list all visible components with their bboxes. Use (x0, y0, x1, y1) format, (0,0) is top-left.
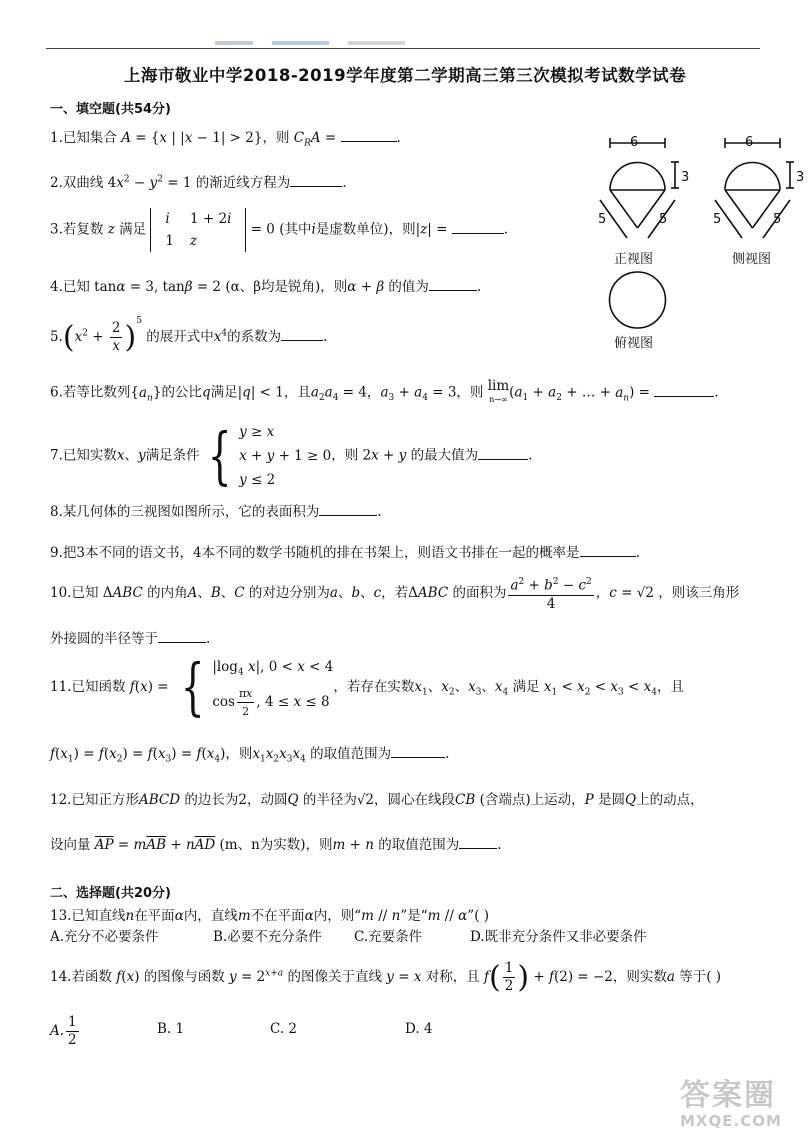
side-view-slant-label-left: 5 (713, 212, 722, 227)
determinant: i 1 + 2i 1 z (150, 208, 246, 252)
side-view-width-label: 6 (745, 135, 754, 150)
front-view-slant-label-left: 5 (598, 212, 607, 227)
question-14: 14.若函数 f(x) 的图像与函数 $y = 2^{x+a}$ 的图像关于直线 y = x 对称，且 f( $\frac{1}{2}$ ) + f(2) = −2，则实数a 等于( ) (50, 960, 722, 995)
q13-option-a[interactable]: A.充分不必要条件 (50, 929, 159, 945)
q13-option-c[interactable]: C.充要条件 (354, 929, 423, 945)
section-choice-heading: 二、选择题(共20分) (50, 886, 171, 901)
question-11-line2: $f(x_1) = f(x_2) = f(x_3) = f(x_4)$，则$x_1x_2x_3x_4$ 的取值范围为 . (50, 742, 449, 765)
front-view-width-label: 6 (630, 135, 639, 150)
header-rule (46, 48, 760, 49)
q14-option-d[interactable]: D. 4 (405, 1021, 433, 1037)
question-10-line2: 外接圆的半径等于 . (50, 627, 210, 647)
front-view-slant-label-right: 5 (659, 212, 668, 227)
watermark-site: MXQE.COM (680, 1112, 782, 1130)
question-13: 13.已知直线n在平面α内，直线m不在平面α内，则“m // n”是“m // α”( ) (50, 908, 490, 924)
section-fill-blank-heading: 一、填空题(共54分) (50, 102, 171, 117)
question-11: 11.已知函数 f(x) = { $|\log_4$ x|, 0 < x < 4 cos $\frac{\pi x}{2}$ , 4 ≤ x ≤ 8，若存在实数$x_1$、$x_2$、$x_3$、$x_4$ 满足 $x_1 < x_2 < x_3 < x_4$，且 (50, 650, 685, 724)
side-view-caption: 侧视图 (732, 252, 772, 267)
watermark-logo: 答案圈 (680, 1078, 776, 1113)
question-5: $5.(x^2$ + $\frac{2}{x}$ )$^5$ 的展开式中$x^4$的系数为 . (50, 316, 328, 355)
three-view-figure (585, 128, 810, 353)
question-12-line2: 设向量 $\overline{AP} = m\overline{AB} + n\overline{AD}$ (m、n为实数)，则m + n 的取值范围为 . (50, 833, 502, 853)
q14-option-c[interactable]: C. 2 (270, 1021, 298, 1037)
question-1: 1.已知集合 A = {x | |x − 1| > 2}，则 $C_RA$ = . (50, 126, 401, 149)
question-12: 12.已知正方形ABCD 的边长为2，动圆Q 的半径为√2，圆心在线段CB (含端点)上运动，P 是圆Q上的动点， (50, 792, 704, 808)
question-9: 9.把3本不同的语文书，4本不同的数学书随机的排在书架上，则语文书排在一起的概率是 . (50, 541, 640, 561)
front-view-caption: 正视图 (614, 252, 654, 267)
exam-title: 上海市敬业中学2018-2019学年度第二学期高三第三次模拟考试数学试卷 (123, 66, 687, 85)
question-3: 3.若复数 z 满足 i 1 + 2i 1 z = 0 (其中i是虚数单位)，则|z| = . (50, 208, 508, 252)
question-2: 2.双曲线 $4x^2 - y^2 = 1$ 的渐近线方程为 . (50, 171, 347, 191)
question-7: 7.已知实数x、y满足条件 { y ≥ x x + y + 1 ≥ 0 y ≤ 2，则 2x + y 的最大值为 . (50, 419, 533, 492)
side-view-slant-label-right: 5 (773, 212, 782, 227)
top-view-caption: 俯视图 (614, 336, 654, 351)
question-8: 8.某几何体的三视图如图所示，它的表面积为 . (50, 500, 382, 520)
q14-option-b[interactable]: B. 1 (157, 1021, 185, 1037)
front-view-height-label: 3 (681, 170, 690, 185)
side-view-drawing (715, 138, 794, 238)
top-view-drawing (610, 272, 666, 328)
header-decoration (215, 41, 405, 45)
q13-option-d[interactable]: D.既非充分条件又非必要条件 (470, 929, 647, 945)
q14-option-a[interactable]: A. $\frac{1}{2}$ (50, 1014, 77, 1048)
question-10: 10.已知 ΔABC 的内角A、B、C 的对边分别为a、b、c，若ΔABC 的面积为 $\frac{a^2 + b^2 - c^2}{4}$ ，c = √2 ，则该三角形 (50, 574, 739, 613)
side-view-height-label: 3 (796, 170, 805, 185)
question-6: 6.若等比数列$\{a_n\}$的公比q满足|q| < 1，且$a_2a_4 = 4$，$a_3 + a_4 = 3$，则 lim $n\to\infty(a_1 + a_2$ + … + $a_n$) = . (50, 378, 719, 404)
question-4: 4.已知 tanα = 3, tanβ = 2 (α、β均是锐角)，则α + β 的值为 . (50, 275, 481, 295)
q13-option-b[interactable]: B.必要不充分条件 (213, 929, 322, 945)
